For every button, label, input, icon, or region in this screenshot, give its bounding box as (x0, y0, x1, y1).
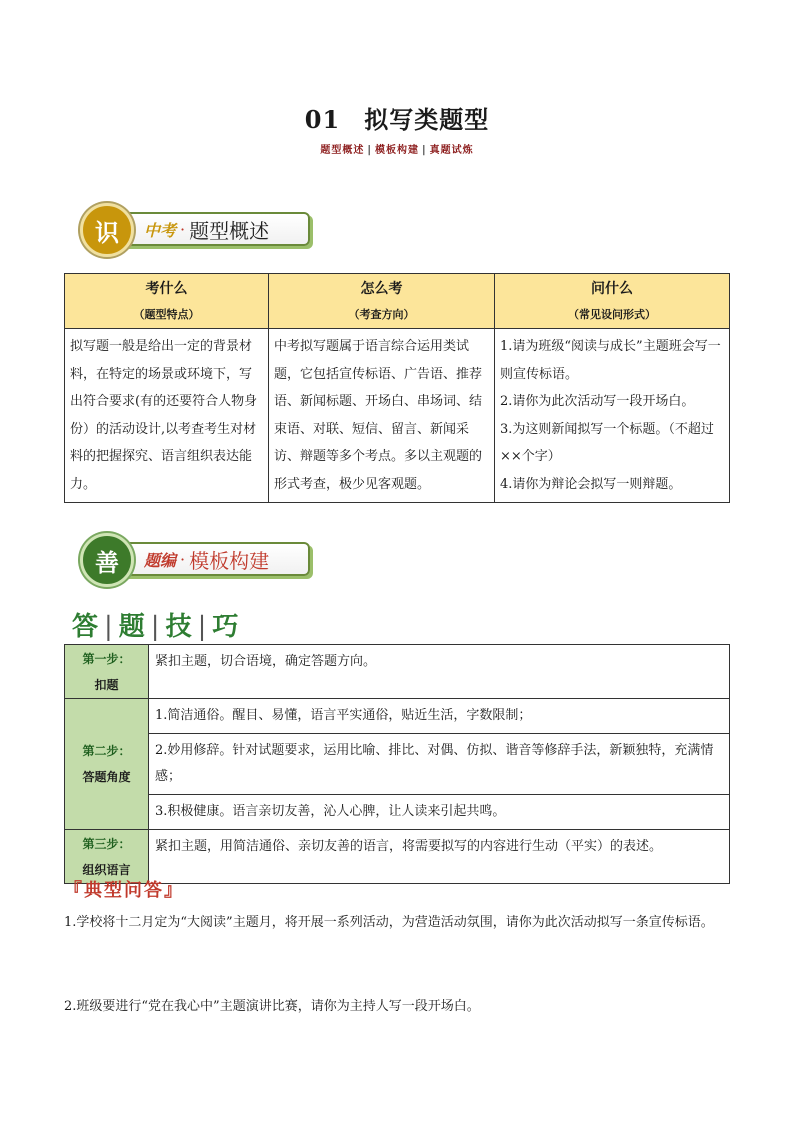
section-badge-icon: 识 (80, 203, 134, 257)
banner-tag: 题编 (144, 550, 177, 570)
banner-tag: 中考 (144, 220, 177, 240)
section-banner-overview: 识 中考 · 题型概述 (80, 203, 320, 257)
table-cell: 拟写题一般是给出一定的背景材料，在特定的场景或环境下，写出符合要求(有的还要符合人物身份）的活动设计,以考查考生对材料的把握探究、语言组织表达能力。 (65, 329, 269, 503)
step-text: 3.积极健康。语言亲切友善，沁人心脾，让人读来引起共鸣。 (149, 795, 730, 830)
step-text: 紧扣主题，用简洁通俗、亲切友善的语言，将需要拟写的内容进行生动（平实）的表述。 (149, 830, 730, 884)
overview-table (64, 273, 730, 503)
subtitle-part: 真题试炼 (429, 145, 474, 156)
subtitle-nav: 题型概述 | 模板构建 | 真题试炼 (320, 145, 474, 156)
banner-title: 模板构建 (189, 548, 270, 573)
skills-heading: 答|题|技|巧 (72, 612, 243, 642)
question-1: 1.学校将十二月定为“大阅读”主题月，将开展一系列活动，为营造活动氛围，请你为此次活动拟写一条宣传标语。 (64, 915, 714, 930)
table-cell: 中考拟写题属于语言综合运用类试题，它包括宣传标语、广告语、推荐语、新闻标题、开场白、串场词、结束语、对联、短信、留言、新闻采访、辩题等多个考点。多以主观题的形式考查，极少见客观题。 (269, 329, 495, 503)
subtitle-part: 题型概述 (320, 145, 365, 156)
step-text: 2.妙用修辞。针对试题要求，运用比喻、排比、对偶、仿拟、谐音等修辞手法，新颖独特，充满情感； (149, 734, 730, 795)
table-header: 怎么考 （考查方向） (269, 274, 495, 329)
steps-table (64, 644, 730, 884)
question-2: 2.班级要进行“党在我心中”主题演讲比赛，请你为主持人写一段开场白。 (64, 999, 480, 1014)
subtitle-part: 模板构建 (375, 145, 419, 156)
table-cell: 1.请为班级“阅读与成长”主题班会写一则宣传标语。 2.请你为此次活动写一段开场白。 3.为这则新闻拟写一个标题。（不超过××个字） 4.请你为辩论会拟写一则辩题。 (495, 329, 730, 503)
title-text: 拟写类题型 (364, 105, 490, 134)
step-text: 1.简洁通俗。醒目、易懂，语言平实通俗，贴近生活，字数限制； (149, 699, 730, 734)
table-header: 考什么 （题型特点） (65, 274, 269, 329)
page-title (0, 100, 794, 135)
banner-title: 题型概述 (189, 218, 270, 243)
section-badge-icon: 善 (80, 533, 134, 587)
step-label: 第二步： 答题角度 (65, 699, 149, 830)
step-text: 紧扣主题，切合语境，确定答题方向。 (149, 645, 730, 699)
typical-heading: 『典型问答』 (64, 880, 184, 901)
title-number: 01 (304, 105, 341, 134)
step-label: 第三步： 组织语言 (65, 830, 149, 884)
step-label: 第一步： 扣题 (65, 645, 149, 699)
section-banner-template: 善 题编 · 模板构建 (80, 533, 320, 587)
table-header: 问什么 （常见设问形式） (495, 274, 730, 329)
